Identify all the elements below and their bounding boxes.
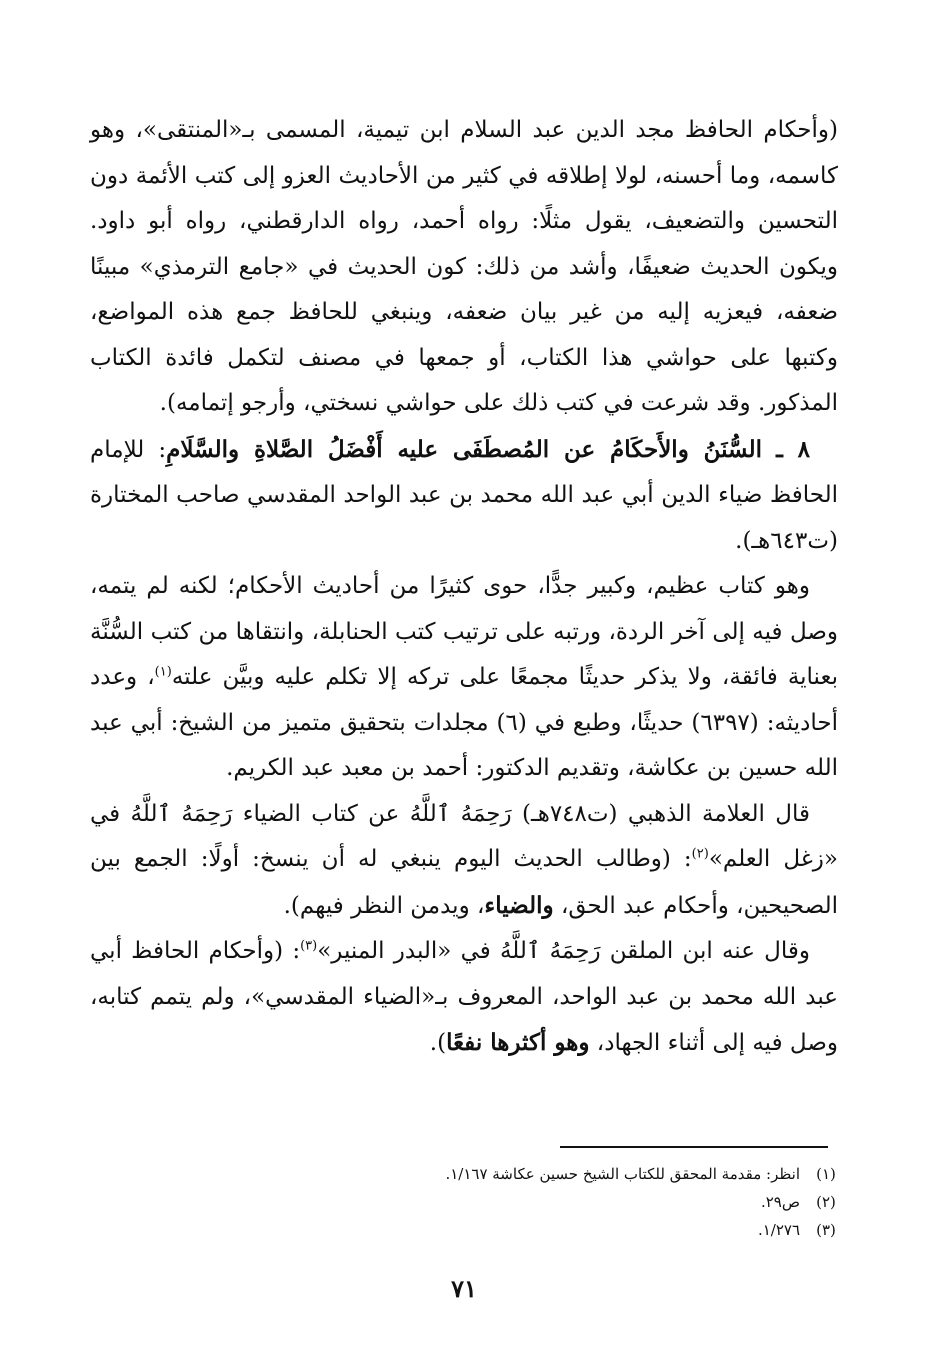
heading-title: السُّنَنُ والأَحكَامُ عن المُصطَفَى عليه أَفْضَلُ الصَّلاةِ والسَّلَامِ: [166, 435, 762, 463]
paragraph-ibn-mulaqqin: وقال عنه ابن الملقن رَحِمَهُ ٱللَّهُ في «البدر المنير»$^{(٣)}$: (وأحكام الحافظ أبي عبد الله محمد بن عبد الواحد، المعروف بـ«الضياء المقدسي»، ولم يتمم كتابه، وصل فيه إلى أثناء الجهاد، وهو أكثرها نفعًا).: [90, 938, 838, 1056]
footnote-number: (١): [816, 1165, 836, 1183]
footnote-mark-2[interactable]: (٢): [691, 846, 709, 862]
paragraph-dhahabi: قال العلامة الذهبي (ت٧٤٨هـ) رَحِمَهُ ٱللَّهُ عن كتاب الضياء رَحِمَهُ ٱللَّهُ في «زغل العلم»$^{(٢)}$: (وطالب الحديث اليوم ينبغي له أن ينسخ: أولًا: الجمع بين الصحيحين، وأحكام عبد الحق، والضياء، ويدمن النظر فيهم).: [90, 800, 838, 919]
heading-number: ٨ ـ: [776, 435, 811, 463]
footnote-number: (٢): [816, 1193, 836, 1211]
footnote-text: ١/٢٧٦.: [757, 1221, 800, 1239]
paragraph-quote-ibn-taymiyya: (وأحكام الحافظ مجد الدين عبد السلام ابن تيمية، المسمى بـ«المنتقى»، وهو كاسمه، وما أحسنه، لولا إطلاقه في كثير من الأحاديث العزو إلى كتب الأئمة دون التحسين والتضعيف، يقول مثلًا: رواه أحمد، رواه الدارقطني، رواه أبو داود. ويكون الحديث ضعيفًا، وأشد من ذلك: كون الحديث في «جامع الترمذي» مبينًا ضعفه، فيعزيه إليه من غير بيان ضعفه، وينبغي للحافظ جمع هذه المواضع، وكتبها على حواشي هذا الكتاب، أو جمعها في مصنف لتكمل فائدة الكتاب المذكور. وقد شرعت في كتب ذلك على حواشي نسختي، وأرجو إتمامه).: [90, 117, 838, 416]
footnote-item: [90, 1216, 838, 1244]
bold-diya: والضياء: [484, 891, 554, 919]
footnote-mark-3[interactable]: (٣): [300, 938, 318, 954]
heading-author: الحافظ ضياء الدين أبي عبد الله محمد بن عبد الواحد المقدسي صاحب المختارة (ت٦٤٣هـ).: [90, 482, 838, 554]
footnote-number: (٣): [816, 1221, 836, 1239]
page-number: ٧١: [451, 1274, 477, 1303]
footnote-mark-1[interactable]: (١): [154, 664, 172, 680]
bold-most-beneficial: وهو أكثرها نفعًا: [446, 1029, 590, 1056]
footnotes: [90, 1160, 838, 1244]
footnote-divider: [560, 1146, 828, 1148]
heading-suffix: : للإمام: [90, 436, 167, 463]
footnote-text: ص٢٩.: [760, 1193, 800, 1211]
page-body: [90, 108, 838, 1067]
footnote-item: [90, 1160, 838, 1188]
footnote-text: انظر: مقدمة المحقق للكتاب الشيخ حسين عكاشة ١/١٦٧.: [445, 1165, 800, 1183]
footnote-item: [90, 1188, 838, 1216]
paragraph-description: وهو كتاب عظيم، وكبير جدًّا، حوى كثيرًا من أحاديث الأحكام؛ لكنه لم يتمه، وصل فيه إلى آخر الردة، ورتبه على ترتيب كتب الحنابلة، وانتقاها من كتب السُّنَّة بعناية فائقة، ولا يذكر حديثًا مجمعًا على تركه إلا تكلم عليه وبيَّن علته$^{(١)}$، وعدد أحاديثه: (٦٣٩٧) حديثًا، وطبع في (٦) مجلدات بتحقيق متميز من الشيخ: أبي عبد الله حسين بن عكاشة، وتقديم الدكتور: أحمد بن معبد عبد الكريم.: [90, 573, 838, 781]
section-heading-8: [90, 427, 838, 565]
